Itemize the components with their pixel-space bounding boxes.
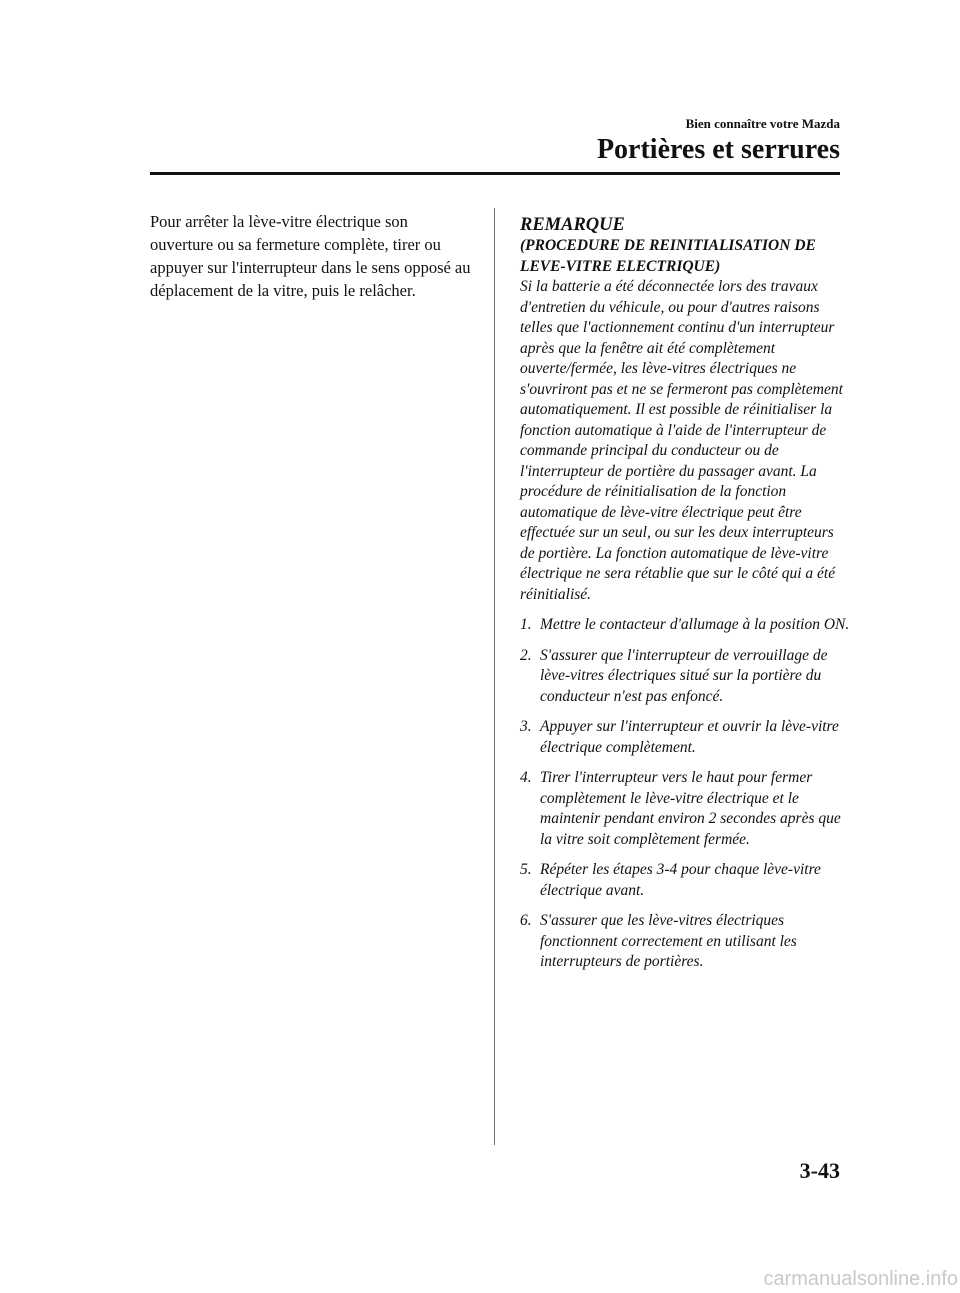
step-number: 6. xyxy=(520,912,532,929)
body-paragraph: Pour arrêter la lève-vitre électrique son ouverture ou sa fermeture complète, tirer ou appuyer sur l'interrupteur dans le sens opposé au déplacement de la vitre, puis le relâcher. xyxy=(150,212,471,300)
list-item xyxy=(520,717,850,758)
step-number: 4. xyxy=(520,769,532,786)
step-number: 3. xyxy=(520,718,532,735)
column-divider xyxy=(494,208,495,1145)
list-item xyxy=(520,911,850,973)
header-rule xyxy=(150,172,840,175)
list-item xyxy=(520,646,850,708)
step-number: 5. xyxy=(520,861,532,878)
step-number: 2. xyxy=(520,646,532,664)
watermark-link[interactable]: carmanualsonline.info xyxy=(763,1268,958,1290)
step-text: Tirer l'interrupteur vers le haut pour fermer complètement le lève-vitre électrique et le maintenir pendant environ 2 secondes après que la vitre soit complètement fermée. xyxy=(540,769,841,848)
list-item xyxy=(520,860,850,901)
list-item xyxy=(520,615,850,636)
note-box xyxy=(520,214,850,983)
steps-list xyxy=(520,615,850,973)
step-number: 1. xyxy=(520,616,532,633)
page-number: 3-43 xyxy=(799,1158,840,1183)
list-item xyxy=(520,768,850,850)
note-body: Si la batterie a été déconnectée lors des travaux d'entretien du véhicule, ou pour d'autres raisons telles que l'actionnement continu d'un interrupteur après que la fenêtre ait été complètement ouverte/fermée, les lève-vitres électriques ne s'ouvriront pas et ne se fermeront pas complètement automatiquement. Il est possible de réinitialiser la fonction automatique à l'aide de l'interrupteur de commande principal du conducteur ou de l'interrupteur de portière du passager avant. La procédure de réinitialisation de la fonction automatique de lève-vitre électrique peut être effectuée sur un seul, ou sur les deux interrupteurs de portière. La fonction automatique de lève-vitre électrique ne sera rétablie que sur le côté qui a été réinitialisé. xyxy=(520,278,843,603)
left-column xyxy=(150,210,475,302)
step-text: Mettre le contacteur d'allumage à la position ON. xyxy=(540,616,850,633)
step-text: S'assurer que les lève-vitres électriques fonctionnent correctement en utilisant les interrupteurs de portières. xyxy=(540,912,797,970)
step-text: Appuyer sur l'interrupteur et ouvrir la lève-vitre électrique complètement. xyxy=(540,718,839,756)
note-title: REMARQUE xyxy=(520,215,625,235)
chapter-title: Portières et serrures xyxy=(596,134,840,165)
step-text: S'assurer que l'interrupteur de verrouillage de lève-vitres électriques situé sur la portière du conducteur n'est pas enfoncé. xyxy=(540,646,828,705)
note-subtitle: (PROCEDURE DE REINITIALISATION DE LEVE-VITRE ELECTRIQUE) xyxy=(520,237,816,275)
section-label: Bien connaître votre Mazda xyxy=(685,116,840,131)
step-text: Répéter les étapes 3-4 pour chaque lève-vitre électrique avant. xyxy=(540,861,821,899)
